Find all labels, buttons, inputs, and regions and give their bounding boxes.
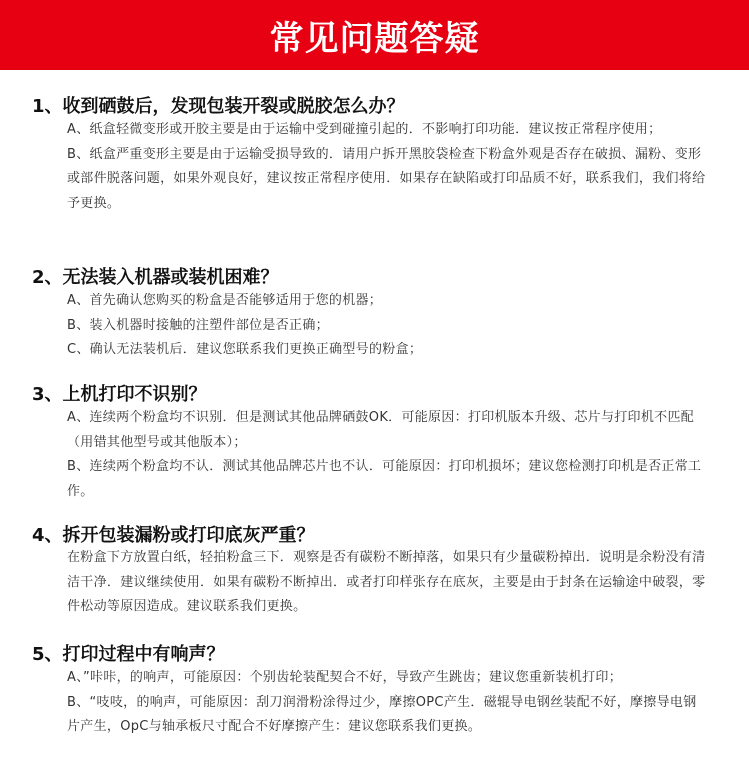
answer-3a: A、连续两个粉盒均不识别．但是测试其他品牌硒鼓OK．可能原因：打印机版本升级、芯片与打印机不匹配（用错其他型号或其他版本）； [67, 410, 695, 450]
faq-question-2: 2、无法装入机器或装机困难？ [32, 267, 279, 288]
answer-5a: A、”咔咔，的响声，可能原因：个别齿轮装配契合不好，导致产生跳齿；建议您重新装机打印； [67, 670, 623, 685]
answer-1b: B、纸盒严重变形主要是由于运输受损导致的．请用户拆开黑胶袋检查下粉盒外观是否存在破损、漏粉、变形或部件脱落问题，如果外观良好，建议按正常程序使用．如果存在缺陷或打印品质不好，联系我们，我们将给予更换。 [67, 146, 706, 212]
answer-2b: B、装入机器时接触的注塑件部位是否正确； [67, 317, 329, 333]
header-banner [0, 0, 749, 70]
answer-2c: C、确认无法装机后．建议您联系我们更换正确型号的粉盒； [67, 342, 423, 358]
faq-question-4: 4、拆开包装漏粉或打印底灰严重？ [32, 525, 315, 546]
faq-question-1: 1、收到硒鼓后，发现包装开裂或脱胶怎么办？ [32, 96, 405, 117]
answer-3b: B、连续两个粉盒均不认．测试其他品牌芯片也不认．可能原因：打印机损坏；建议您检测打印机是否正常工作。 [67, 459, 702, 500]
answer-2a: A、首先确认您购买的粉盒是否能够适用于您的机器； [67, 293, 383, 308]
faq-answer-2 [67, 289, 707, 363]
answer-1a: A、纸盒轻微变形或开胶主要是由于运输中受到碰撞引起的．不影响打印功能．建议按正常程序使用； [67, 122, 662, 137]
faq-question-3: 3、上机打印不识别？ [32, 384, 207, 405]
faq-answer-1 [67, 118, 707, 217]
faq-answer-5 [67, 666, 707, 740]
faq-answer-4 [67, 546, 707, 620]
faq-question-5: 5、打印过程中有响声？ [32, 644, 225, 665]
page-title: 常见问题答疑 [269, 18, 480, 59]
faq-answer-3 [67, 406, 707, 505]
answer-5b: B、“吱吱，的响声，可能原因：刮刀润滑粉涂得过少，摩擦OPC产生．磁辊导电钢丝装配不好，摩擦导电钢片产生，OpC与轴承板尺寸配合不好摩擦产生：建议您联系我们更换。 [67, 694, 697, 735]
faq-list [0, 70, 749, 771]
answer-4: 在粉盒下方放置白纸，轻拍粉盒三下．观察是否有碳粉不断掉落，如果只有少量碳粉掉出．说明是余粉没有清洁干净．建议继续使用．如果有碳粉不断掉出．或者打印样张存在底灰，主要是由于封条在运输途中破裂，零件松动等原因造成。建议联系我们更换。 [67, 550, 706, 615]
